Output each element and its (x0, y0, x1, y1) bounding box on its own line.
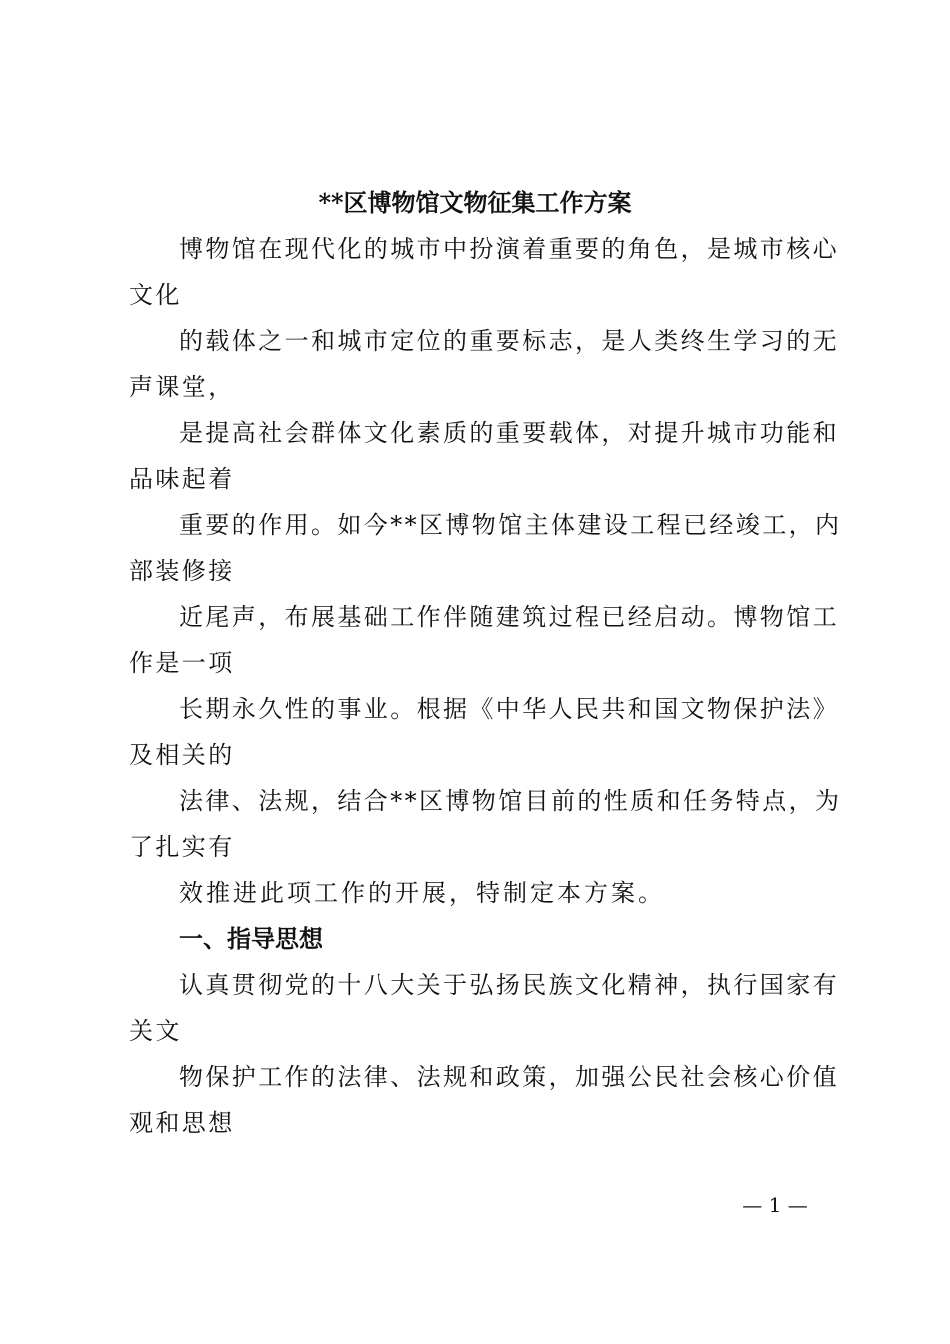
paragraph-line: 效推进此项工作的开展，特制定本方案。 (179, 879, 665, 907)
paragraph-line: 的载体之一和城市定位的重要标志，是人类终生学习的无 (179, 327, 839, 355)
paragraph-line: 及相关的 (129, 741, 235, 769)
paragraph-line: 声课堂， (129, 373, 235, 401)
paragraph-line: 了扎实有 (129, 833, 235, 861)
paragraph-line: 部装修接 (129, 557, 235, 585)
section-line: 物保护工作的法律、法规和政策，加强公民社会核心价值 (179, 1063, 839, 1091)
paragraph-line: 近尾声，布展基础工作伴随建筑过程已经启动。博物馆工 (179, 603, 839, 631)
section-heading: 一、指导思想 (179, 925, 323, 953)
paragraph-line: 是提高社会群体文化素质的重要载体，对提升城市功能和 (179, 419, 839, 447)
section-line: 认真贯彻党的十八大关于弘扬民族文化精神，执行国家有 (179, 971, 839, 999)
paragraph-line: 法律、法规，结合**区博物馆目前的性质和任务特点，为 (179, 787, 842, 815)
section-line: 观和思想 (129, 1109, 235, 1137)
paragraph-line: 重要的作用。如今**区博物馆主体建设工程已经竣工，内 (179, 511, 842, 539)
paragraph-line: 长期永久性的事业。根据《中华人民共和国文物保护法》 (179, 695, 839, 723)
paragraph-line: 文化 (129, 281, 182, 309)
paragraph-line: 博物馆在现代化的城市中扮演着重要的角色，是城市核心 (179, 235, 839, 263)
document-title: **区博物馆文物征集工作方案 (318, 188, 632, 217)
paragraph-line: 品味起着 (129, 465, 235, 493)
section-line: 关文 (129, 1017, 182, 1045)
page-number: — 1 — (742, 1193, 808, 1217)
document-body (129, 226, 842, 1146)
paragraph-line: 作是一项 (129, 649, 235, 677)
